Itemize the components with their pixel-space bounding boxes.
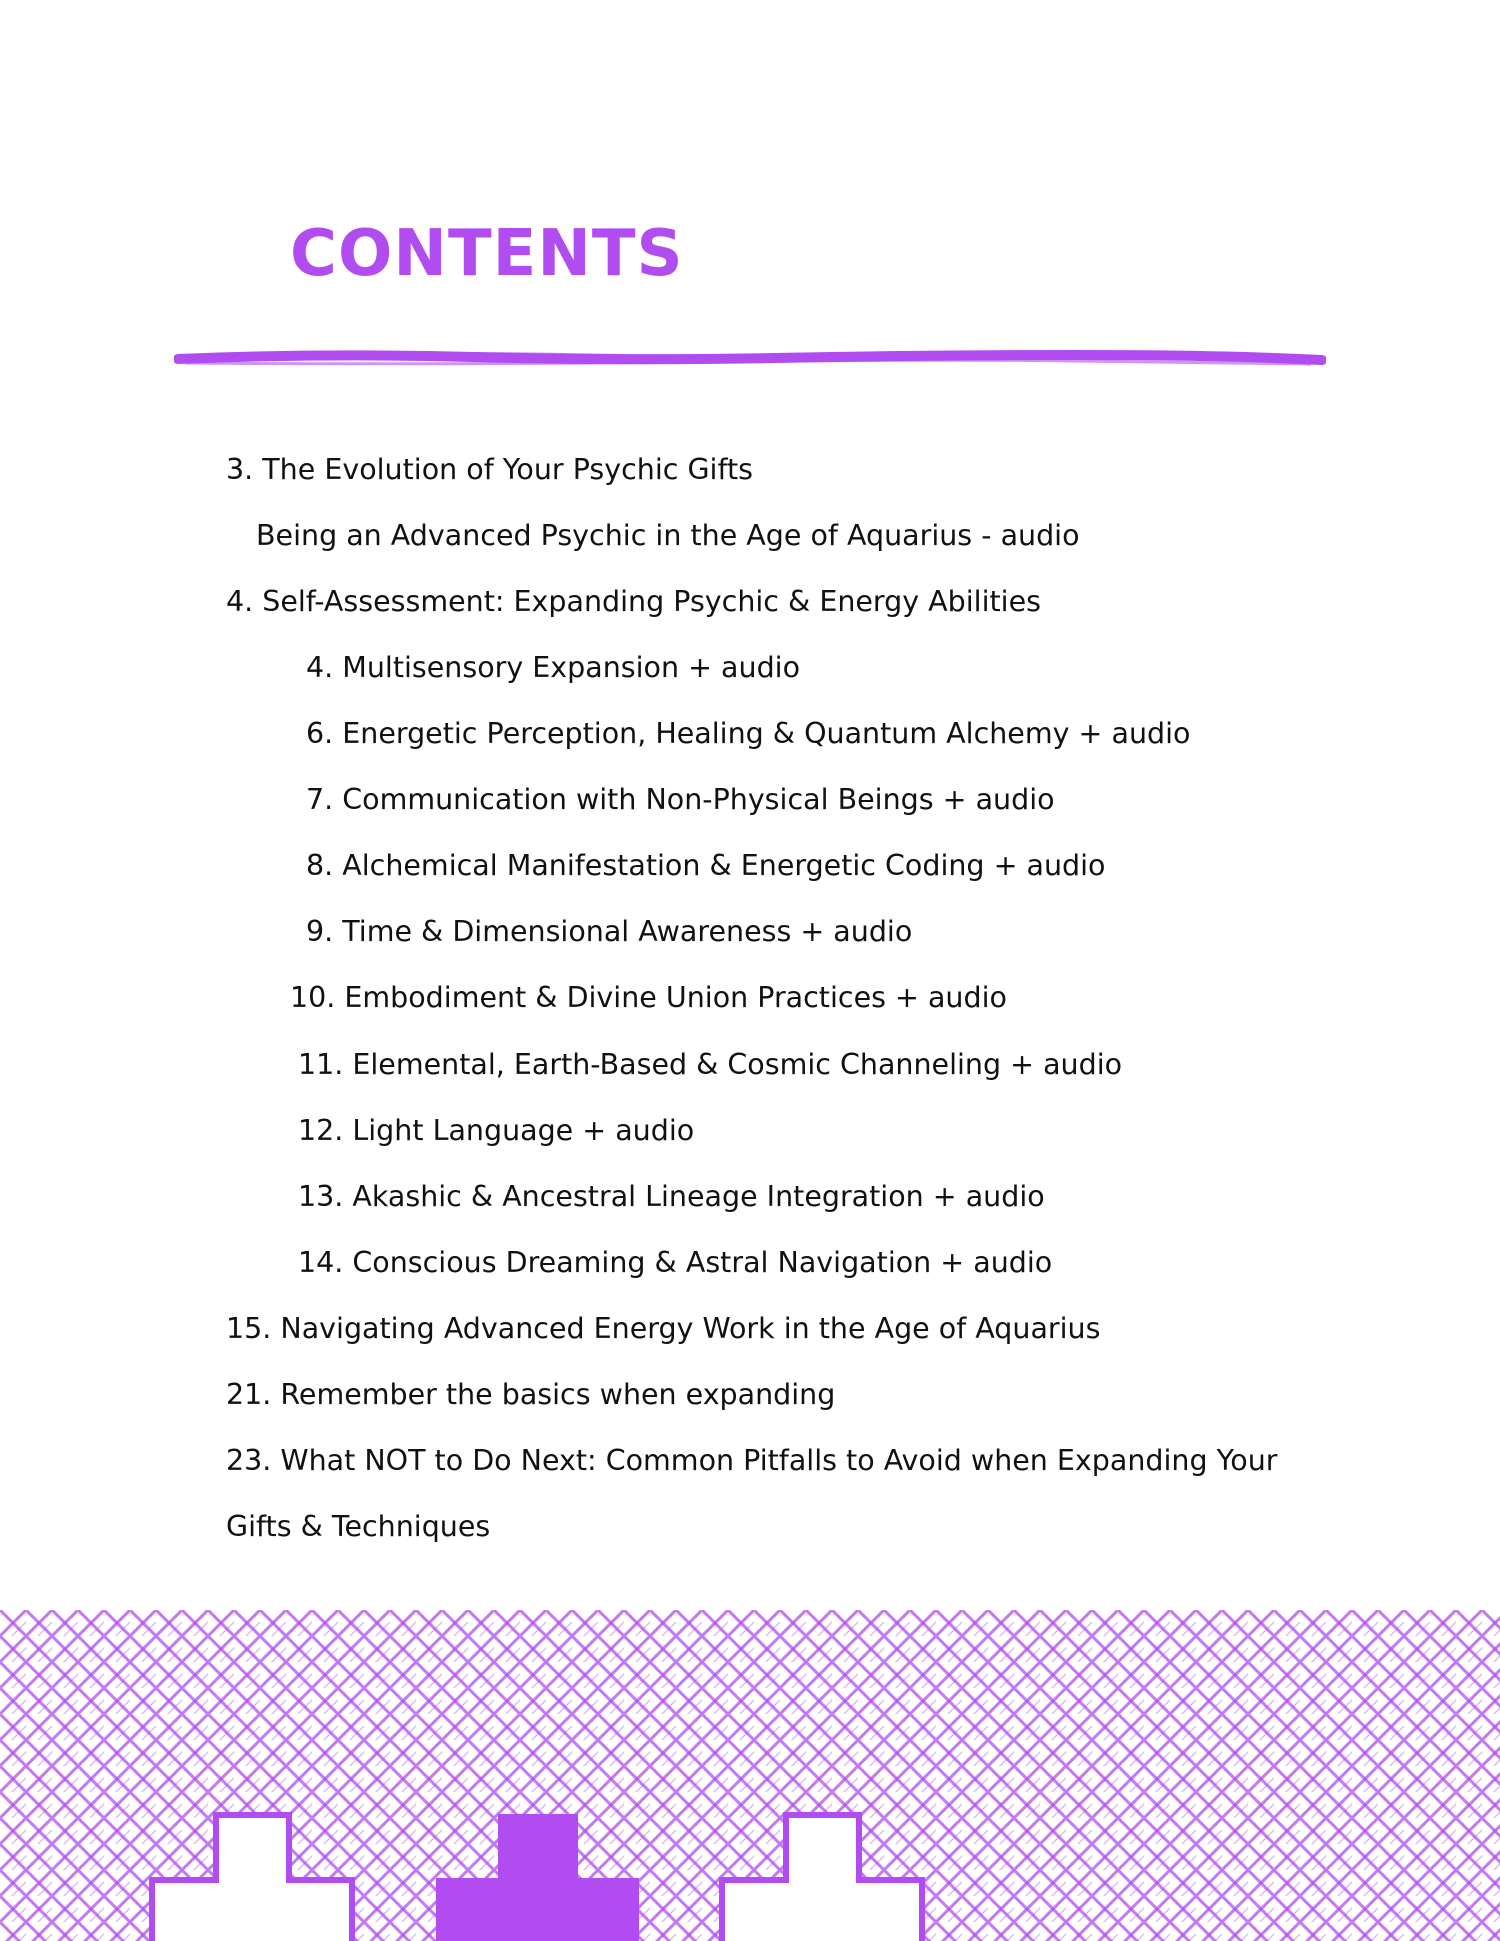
toc-entry: 4. Self-Assessment: Expanding Psychic & Energy Abilities: [226, 585, 1041, 618]
crosshatch-pattern: [0, 1610, 1500, 1941]
toc-entry: 14. Conscious Dreaming & Astral Navigation + audio: [298, 1246, 1053, 1279]
toc-entry: 4. Multisensory Expansion + audio: [306, 651, 801, 684]
brush-stroke-divider: [174, 345, 1326, 373]
toc-entry: Gifts & Techniques: [226, 1510, 491, 1543]
toc-entry: 8. Alchemical Manifestation & Energetic Coding + audio: [306, 849, 1106, 882]
toc-entry: 12. Light Language + audio: [298, 1114, 695, 1147]
toc-entry: Being an Advanced Psychic in the Age of Aquarius - audio: [256, 519, 1080, 552]
toc-entry: 6. Energetic Perception, Healing & Quantum Alchemy + audio: [306, 717, 1191, 750]
toc-entry: 7. Communication with Non-Physical Beings + audio: [306, 783, 1055, 816]
toc-entry: 13. Akashic & Ancestral Lineage Integration + audio: [298, 1180, 1045, 1213]
toc-entry: 15. Navigating Advanced Energy Work in the Age of Aquarius: [226, 1312, 1101, 1345]
toc-entry: 10. Embodiment & Divine Union Practices + audio: [290, 981, 1007, 1014]
toc-entry: 3. The Evolution of Your Psychic Gifts: [226, 453, 754, 486]
toc-entry: 9. Time & Dimensional Awareness + audio: [306, 915, 913, 948]
toc-entry: 11. Elemental, Earth-Based & Cosmic Channeling + audio: [298, 1048, 1123, 1081]
page-title: CONTENTS: [290, 217, 684, 291]
toc-entry: 23. What NOT to Do Next: Common Pitfalls to Avoid when Expanding Your: [226, 1444, 1278, 1477]
toc-entry: 21. Remember the basics when expanding: [226, 1378, 836, 1411]
